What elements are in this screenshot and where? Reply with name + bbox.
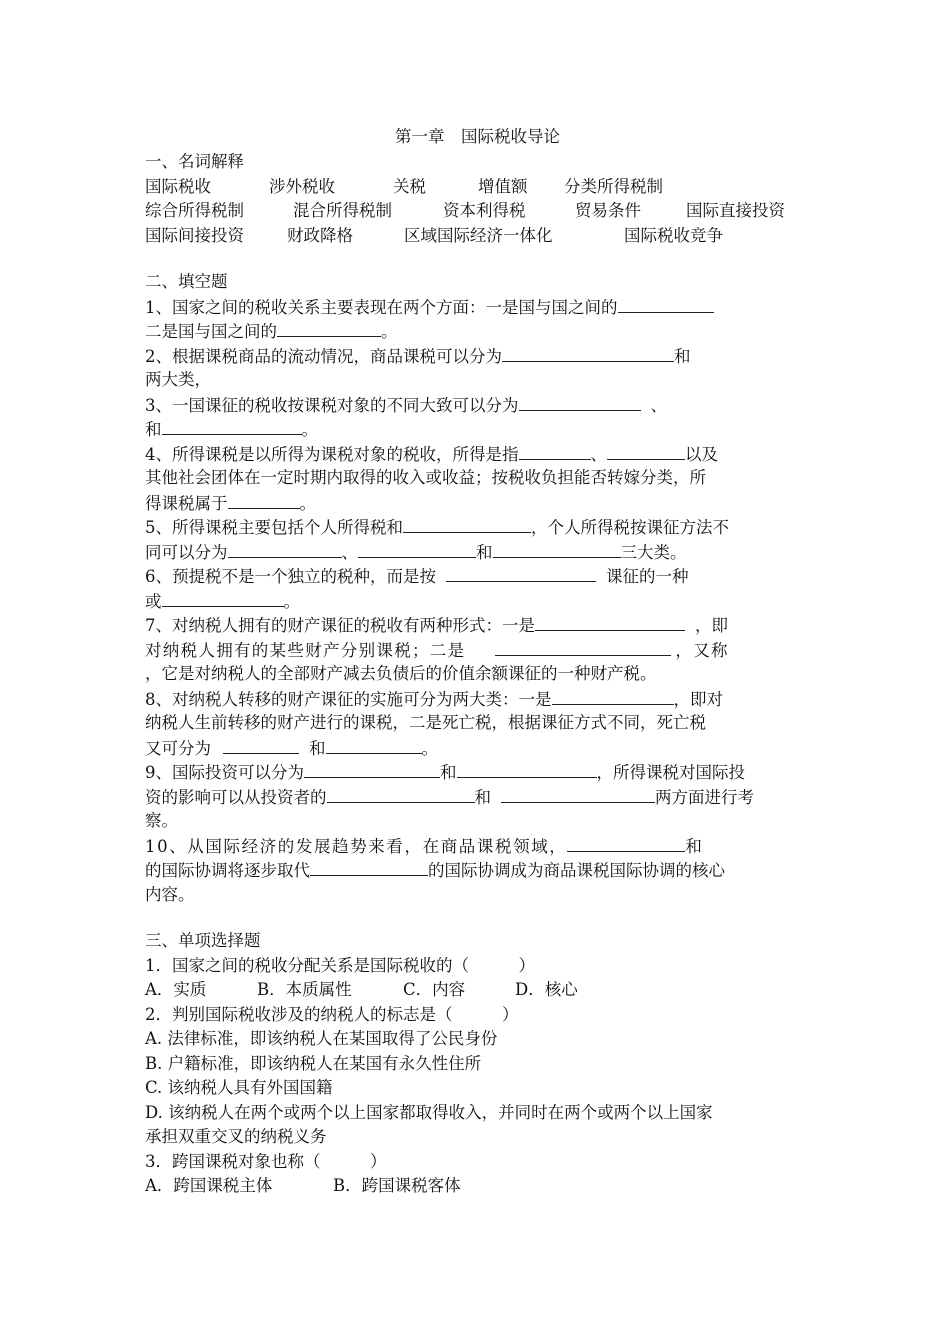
term: 财政降格 xyxy=(287,225,353,245)
fill-question-3: 3、一国课征的税收按课税对象的不同大致可以分为 、 xyxy=(145,393,810,418)
choice-question-2: 2．判别国际税收涉及的纳税人的标志是（ ） xyxy=(145,1004,519,1024)
fill-question-6-cont: 或 。 xyxy=(145,589,810,614)
section-heading-fill-in: 二、填空题 xyxy=(145,272,228,291)
answer-blank[interactable] xyxy=(552,687,674,705)
fill-question-2: 2、根据课税商品的流动情况，商品课税可以分为 和 xyxy=(145,344,810,369)
option[interactable]: A．跨国课税主体 xyxy=(145,1176,273,1195)
answer-blank[interactable] xyxy=(277,319,381,337)
term: 国际税收竞争 xyxy=(624,225,723,245)
fill-question-10-cont: 的国际协调将逐步取代 的国际协调成为商品课税国际协调的核心 xyxy=(145,858,810,883)
fill-question-2-cont: 两大类， xyxy=(145,370,211,389)
fill-question-7-cont: 对纳税人拥有的某些财产分别课税；二是 ，又称 xyxy=(145,638,810,663)
answer-blank[interactable] xyxy=(162,417,302,435)
answer-blank[interactable] xyxy=(493,540,621,558)
answer-blank[interactable] xyxy=(446,564,596,582)
term: 分类所得税制 xyxy=(564,176,663,196)
fill-question-1: 1、国家之间的税收关系主要表现在两个方面：一是国与国之间的 xyxy=(145,295,810,320)
fill-question-3-cont: 和 。 xyxy=(145,417,810,442)
section-heading-definitions: 一、名词解释 xyxy=(145,152,244,171)
fill-question-7-cont2: ，它是对纳税人的全部财产减去负债后的价值余额课征的一种财产税。 xyxy=(145,664,657,683)
answer-blank[interactable] xyxy=(618,295,714,313)
fill-question-4: 4、所得课税是以所得为课税对象的税收，所得是指 、 以及 xyxy=(145,442,810,467)
fill-question-7: 7、对纳税人拥有的财产课征的税收有两种形式：一是 ，即 xyxy=(145,613,810,638)
choice-question-3: 3．跨国课税对象也称（ ） xyxy=(145,1151,387,1171)
answer-blank[interactable] xyxy=(223,736,299,754)
answer-blank[interactable] xyxy=(304,760,440,778)
option[interactable]: A．实质 xyxy=(145,980,207,999)
fill-question-10: 10、从国际经济的发展趋势来看，在商品课税领域， 和 xyxy=(145,834,810,859)
term: 贸易条件 xyxy=(575,201,641,220)
answer-blank[interactable] xyxy=(457,760,597,778)
answer-blank[interactable] xyxy=(495,638,671,656)
chapter-title: 第一章 国际税收导论 xyxy=(395,127,560,146)
term: 国际间接投资 xyxy=(145,225,244,245)
option[interactable]: B．跨国课税客体 xyxy=(333,1176,461,1195)
fill-question-10-cont2: 内容。 xyxy=(145,884,195,904)
term: 涉外税收 xyxy=(269,176,335,196)
fill-question-5: 5、所得课税主要包括个人所得税和 ，个人所得税按课征方法不 xyxy=(145,515,810,540)
section-heading-single-choice: 三、单项选择题 xyxy=(145,931,261,950)
option[interactable]: D．核心 xyxy=(515,980,578,999)
answer-blank[interactable] xyxy=(519,393,641,411)
choice-question-1: 1．国家之间的税收分配关系是国际税收的（ ） xyxy=(145,955,535,975)
fill-question-1-cont: 二是国与国之间的 。 xyxy=(145,319,810,344)
answer-blank[interactable] xyxy=(228,491,300,509)
option[interactable]: B. 户籍标准，即该纳税人在某国有永久性住所 xyxy=(145,1053,482,1073)
answer-blank[interactable] xyxy=(326,736,422,754)
option[interactable]: B．本质属性 xyxy=(257,980,352,999)
answer-blank[interactable] xyxy=(310,858,428,876)
choice-options-1 xyxy=(145,978,810,1003)
fill-question-5-cont: 同可以分为 、 和 三大类。 xyxy=(145,540,810,565)
fill-question-8-cont: 纳税人生前转移的财产进行的课税，二是死亡税，根据课征方式不同，死亡税 xyxy=(145,713,706,732)
term: 混合所得税制 xyxy=(293,201,392,220)
document-page xyxy=(145,124,810,1199)
fill-question-6: 6、预提税不是一个独立的税种，而是按 课征的一种 xyxy=(145,564,810,589)
answer-blank[interactable] xyxy=(502,344,674,362)
term: 关税 xyxy=(393,176,426,196)
option[interactable]: C. 该纳税人具有外国国籍 xyxy=(145,1078,333,1097)
option[interactable]: C．内容 xyxy=(403,980,466,999)
fill-question-4-cont2: 得课税属于 。 xyxy=(145,491,810,516)
option-cont: 承担双重交叉的纳税义务 xyxy=(145,1127,327,1146)
term: 资本利得税 xyxy=(443,201,526,220)
term: 区域国际经济一体化 xyxy=(404,225,553,245)
terms-row-1 xyxy=(145,175,810,200)
term: 综合所得税制 xyxy=(145,201,244,220)
fill-question-8-cont2: 又可分为 和 。 xyxy=(145,736,810,761)
fill-question-9-cont: 资的影响可以从投资者的 和 两方面进行考 xyxy=(145,785,810,810)
answer-blank[interactable] xyxy=(607,442,685,460)
term: 国际税收 xyxy=(145,176,211,196)
answer-blank[interactable] xyxy=(327,785,475,803)
fill-question-9-cont2: 察。 xyxy=(145,811,178,830)
answer-blank[interactable] xyxy=(228,540,342,558)
choice-options-3 xyxy=(145,1174,810,1199)
answer-blank[interactable] xyxy=(162,589,284,607)
answer-blank[interactable] xyxy=(501,785,655,803)
answer-blank[interactable] xyxy=(567,834,685,852)
term: 国际直接投资 xyxy=(686,201,785,220)
answer-blank[interactable] xyxy=(358,540,476,558)
answer-blank[interactable] xyxy=(403,515,531,533)
fill-question-4-cont: 其他社会团体在一定时期内取得的收入或收益；按税收负担能否转嫁分类，所 xyxy=(145,468,706,487)
answer-blank[interactable] xyxy=(535,613,685,631)
option[interactable]: A. 法律标准，即该纳税人在某国取得了公民身份 xyxy=(145,1029,498,1048)
fill-question-9: 9、国际投资可以分为 和 ，所得课税对国际投 xyxy=(145,760,810,785)
terms-row-2 xyxy=(145,199,810,224)
option[interactable]: D. 该纳税人在两个或两个以上国家都取得收入，并同时在两个或两个以上国家 xyxy=(145,1102,713,1122)
answer-blank[interactable] xyxy=(519,442,591,460)
terms-row-3 xyxy=(145,224,810,249)
term: 增值额 xyxy=(478,176,528,196)
fill-question-8: 8、对纳税人转移的财产课征的实施可分为两大类：一是 ，即对 xyxy=(145,687,810,712)
